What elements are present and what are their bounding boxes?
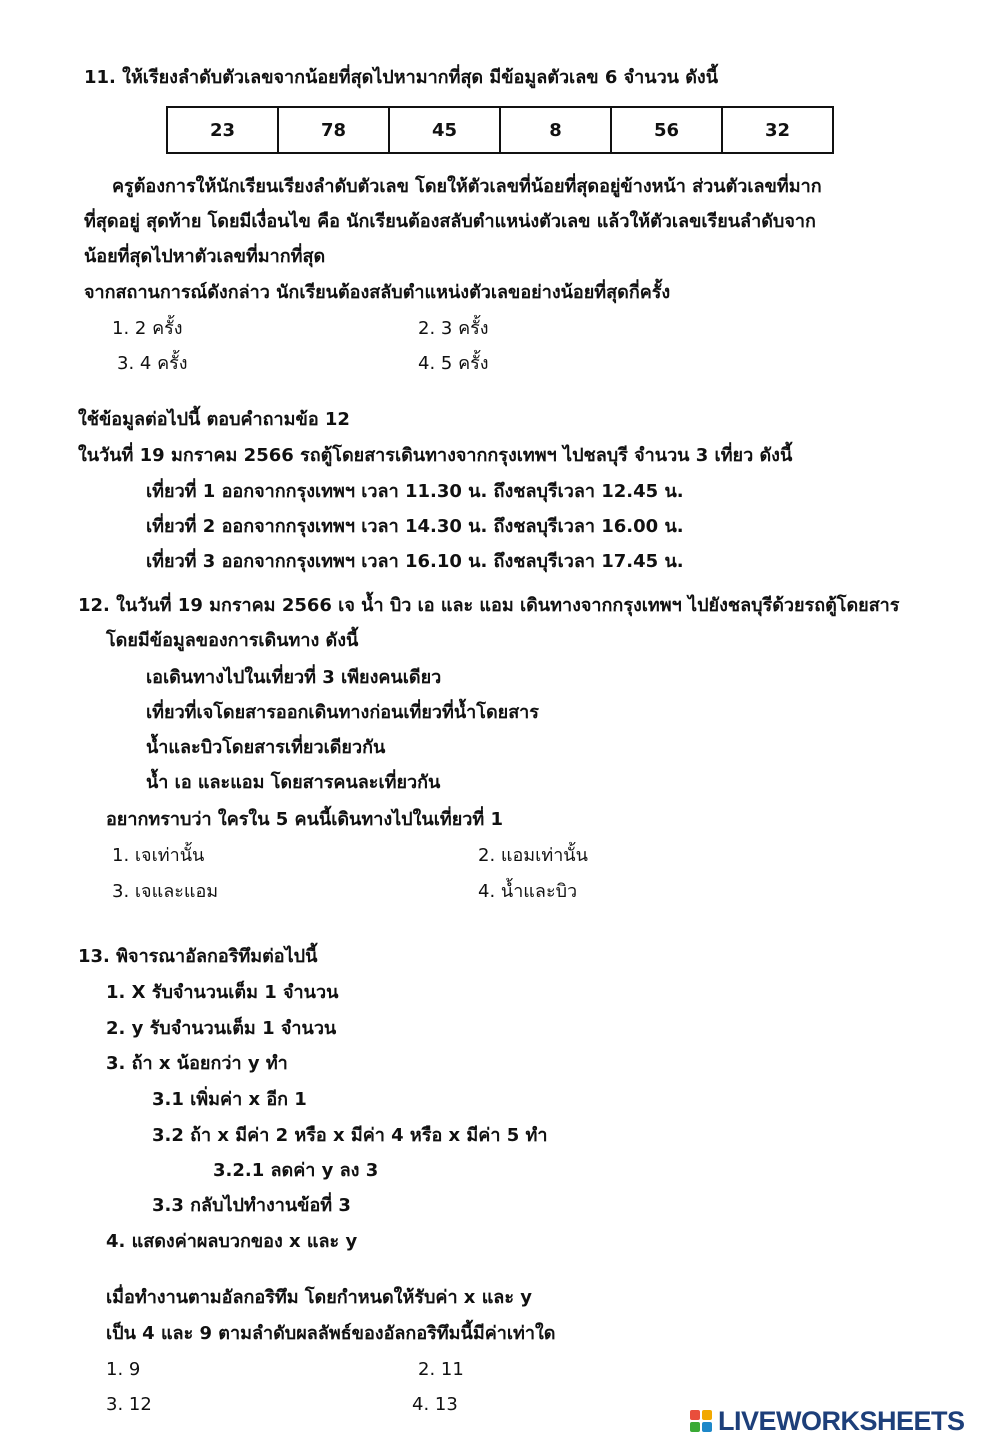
numbers-table [166,106,834,154]
number-cell: 23 [167,107,278,153]
q11-choice-4[interactable]: 4. 5 ครั้ง [418,353,489,374]
logo-square [690,1422,700,1432]
q12-title-cont: โดยมีข้อมูลของการเดินทาง ดังนี้ [106,630,359,651]
logo-square [702,1422,712,1432]
q11-choice-3[interactable]: 3. 4 ครั้ง [117,353,188,374]
info12-intro: ใช้ข้อมูลต่อไปนี้ ตอบคำถามข้อ 12 [78,409,350,430]
algorithm-step: 4. แสดงค่าผลบวกของ x และ y [106,1231,358,1252]
q13-title: 13. พิจารณาอัลกอริทึมต่อไปนี้ [78,946,318,967]
trip-line: เที่ยวที่ 2 ออกจากกรุงเทพฯ เวลา 14.30 น. ถึงชลบุรีเวลา 16.00 น. [146,516,684,537]
q11-para-line: ครูต้องการให้นักเรียนเรียงลำดับตัวเลข โดยให้ตัวเลขที่น้อยที่สุดอยู่ข้างหน้า ส่วนตัวเลขที่มาก [112,176,822,197]
q12-condition: เอเดินทางไปในเที่ยวที่ 3 เพียงคนเดียว [146,667,442,688]
logo-square [702,1410,712,1420]
q11-title: 11. ให้เรียงลำดับตัวเลขจากน้อยที่สุดไปหามากที่สุด มีข้อมูลตัวเลข 6 จำนวน ดังนี้ [84,67,719,88]
algorithm-step: 3.2 ถ้า x มีค่า 2 หรือ x มีค่า 4 หรือ x มีค่า 5 ทำ [152,1125,548,1146]
trip-line: เที่ยวที่ 3 ออกจากกรุงเทพฯ เวลา 16.10 น. ถึงชลบุรีเวลา 17.45 น. [146,551,684,572]
number-cell: 8 [500,107,611,153]
q11-para-line: น้อยที่สุดไปหาตัวเลขที่มากที่สุด [84,246,326,267]
trip-line: เที่ยวที่ 1 ออกจากกรุงเทพฯ เวลา 11.30 น. ถึงชลบุรีเวลา 12.45 น. [146,481,684,502]
q12-title: 12. ในวันที่ 19 มกราคม 2566 เจ น้ำ บิว เอ และ แอม เดินทางจากกรุงเทพฯ ไปยังชลบุรีด้วยรถตู้โดยสาร [78,595,900,616]
logo-text: LIVEWORKSHEETS [718,1405,965,1436]
q11-question: จากสถานการณ์ดังกล่าว นักเรียนต้องสลับตำแหน่งตัวเลขอย่างน้อยที่สุดกี่ครั้ง [84,282,671,303]
q11-choice-2[interactable]: 2. 3 ครั้ง [418,318,489,339]
q13-question-cont: เป็น 4 และ 9 ตามลำดับผลลัพธ์ของอัลกอริทึมนี้มีค่าเท่าใด [106,1323,556,1344]
liveworksheets-logo[interactable] [690,1404,965,1438]
q12-choice-2[interactable]: 2. แอมเท่านั้น [478,845,588,866]
q13-choice-4[interactable]: 4. 13 [412,1394,458,1415]
algorithm-step: 1. X รับจำนวนเต็ม 1 จำนวน [106,982,339,1003]
q12-condition: น้ำ เอ และแอม โดยสารคนละเที่ยวกัน [146,772,441,793]
q12-condition: น้ำและบิวโดยสารเที่ยวเดียวกัน [146,737,386,758]
number-cell: 32 [722,107,833,153]
q12-choice-3[interactable]: 3. เจและแอม [112,881,219,902]
algorithm-step: 3.3 กลับไปทำงานข้อที่ 3 [152,1195,351,1216]
q11-para-line: ที่สุดอยู่ สุดท้าย โดยมีเงื่อนไข คือ นักเรียนต้องสลับตำแหน่งตัวเลข แล้วให้ตัวเลขเรียนลำดับจาก [84,211,816,232]
q13-choice-1[interactable]: 1. 9 [106,1359,141,1380]
q12-choice-4[interactable]: 4. น้ำและบิว [478,881,578,902]
algorithm-step: 3.1 เพิ่มค่า x อีก 1 [152,1089,307,1110]
algorithm-step: 3. ถ้า x น้อยกว่า y ทำ [106,1053,288,1074]
algorithm-step: 3.2.1 ลดค่า y ลง 3 [213,1160,379,1181]
q13-choice-2[interactable]: 2. 11 [418,1359,464,1380]
number-cell: 78 [278,107,389,153]
algorithm-step: 2. y รับจำนวนเต็ม 1 จำนวน [106,1018,337,1039]
q12-choice-1[interactable]: 1. เจเท่านั้น [112,845,205,866]
q12-condition: เที่ยวที่เจโดยสารออกเดินทางก่อนเที่ยวที่น้ำโดยสาร [146,702,539,723]
q11-choice-1[interactable]: 1. 2 ครั้ง [112,318,183,339]
info12-lead: ในวันที่ 19 มกราคม 2566 รถตู้โดยสารเดินทางจากกรุงเทพฯ ไปชลบุรี จำนวน 3 เที่ยว ดังนี้ [78,445,793,466]
q13-choice-3[interactable]: 3. 12 [106,1394,152,1415]
q13-question: เมื่อทำงานตามอัลกอริทึม โดยกำหนดให้รับค่า x และ y [106,1287,532,1308]
liveworksheets-logo-icon [690,1410,712,1432]
number-cell: 45 [389,107,500,153]
logo-square [690,1410,700,1420]
number-cell: 56 [611,107,722,153]
q12-question: อยากทราบว่า ใครใน 5 คนนี้เดินทางไปในเที่ยวที่ 1 [106,809,504,830]
